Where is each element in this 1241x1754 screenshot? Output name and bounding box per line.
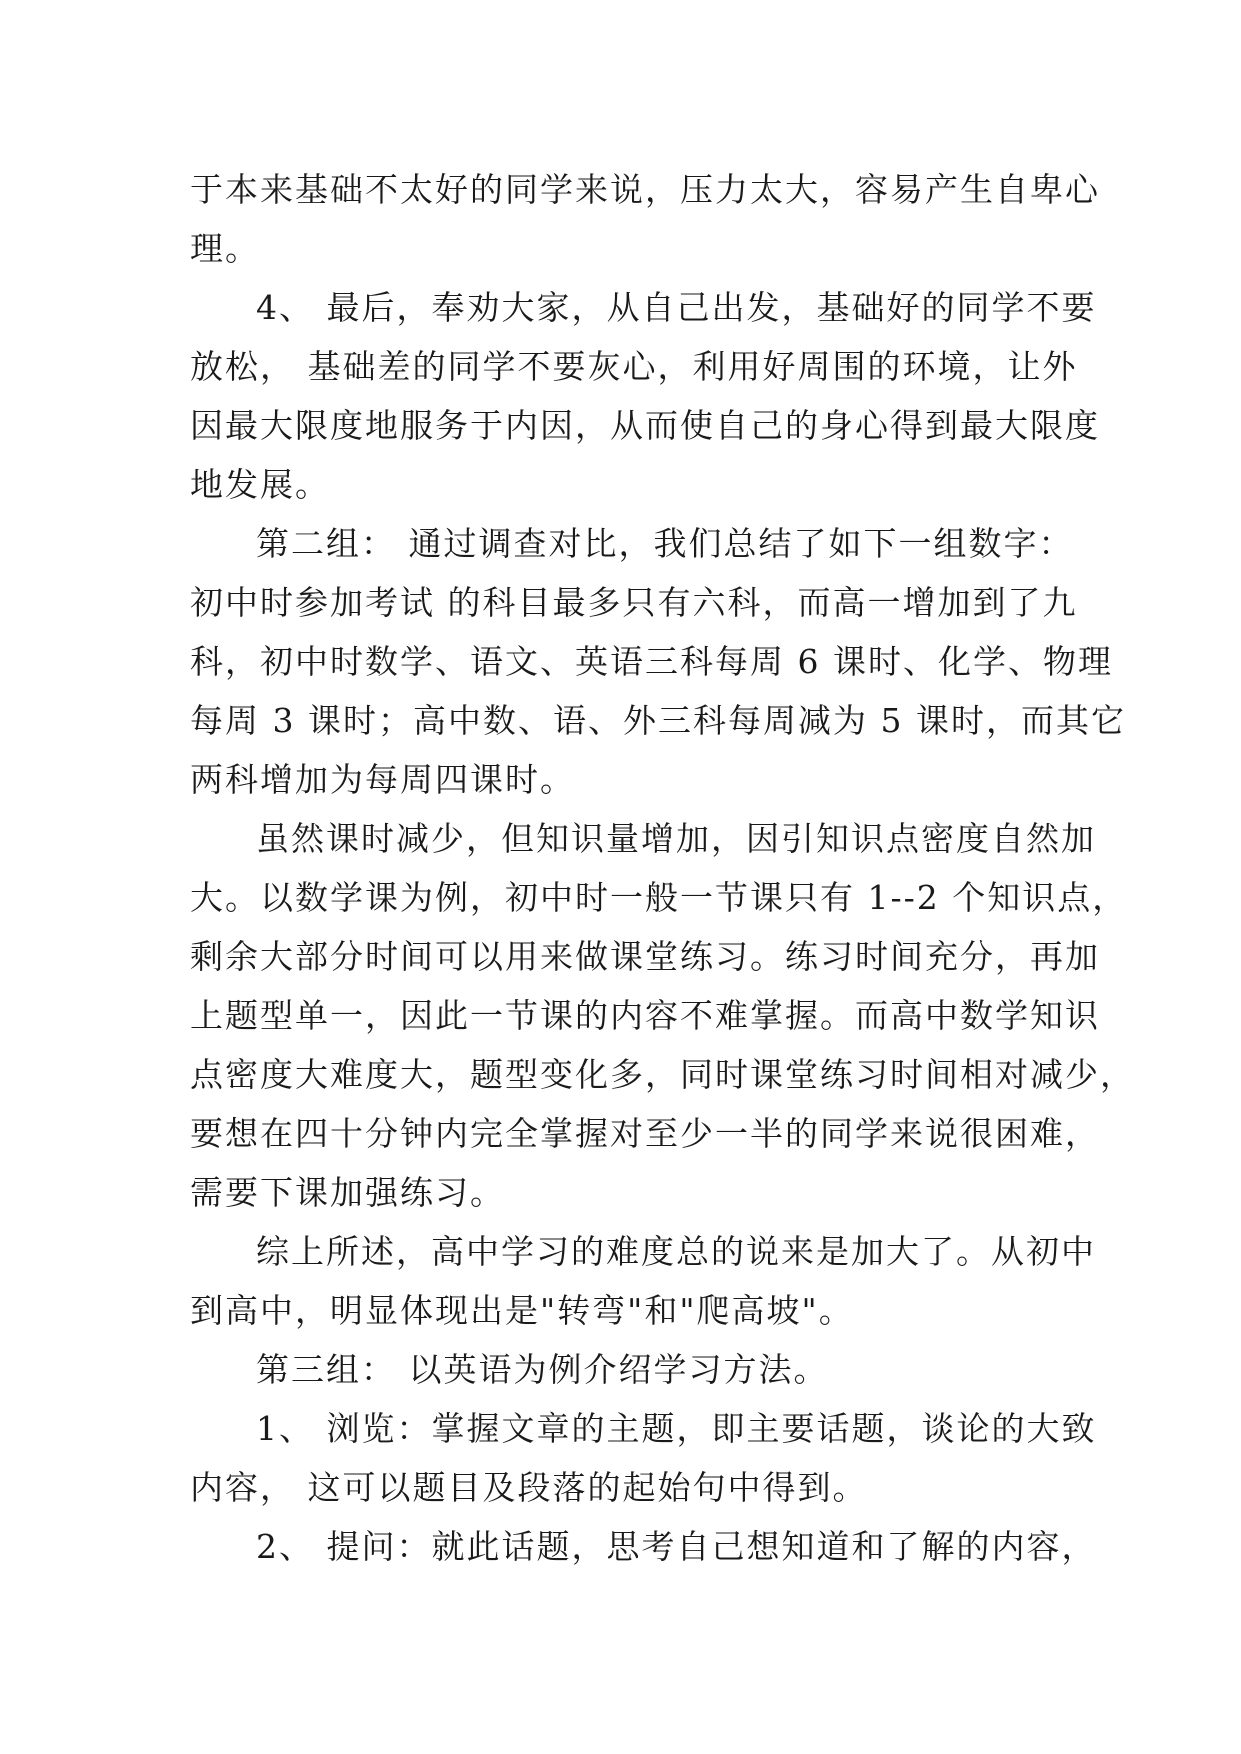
document-body xyxy=(190,160,1135,1576)
text-line: 4、 最后，奉劝大家，从自己出发，基础好的同学不要 xyxy=(256,288,1097,327)
text-line: 初中时参加考试 的科目最多只有六科，而高一增加到了九 xyxy=(190,583,1078,622)
text-line: 内容， 这可以题目及段落的起始句中得到。 xyxy=(190,1468,868,1507)
text-line: 到高中，明显体现出是"转弯"和"爬高坡"。 xyxy=(190,1291,854,1330)
paragraph xyxy=(190,278,1100,514)
text-line: 要想在四十分钟内完全掌握对至少一半的同学来说很困难， xyxy=(190,1114,1100,1153)
text-line: 大。以数学课为例，初中时一般一节课只有 1--2 个知识点， xyxy=(190,878,1128,917)
paragraph xyxy=(190,1399,1097,1517)
paragraph xyxy=(190,160,1100,278)
text-line: 第二组： 通过调查对比，我们总结了如下一组数字： xyxy=(256,524,1074,563)
text-line: 科，初中时数学、语文、英语三科每周 6 课时、化学、物理 xyxy=(190,642,1113,681)
text-line: 剩余大部分时间可以用来做课堂练习。练习时间充分，再加 xyxy=(190,937,1100,976)
paragraph xyxy=(190,514,1126,809)
paragraph xyxy=(190,1340,1045,1399)
text-line: 每周 3 课时；高中数、语、外三科每周减为 5 课时，而其它 xyxy=(190,701,1126,740)
text-line: 放松， 基础差的同学不要灰心，利用好周围的环境，让外 xyxy=(190,347,1078,386)
text-line: 上题型单一，因此一节课的内容不难掌握。而高中数学知识 xyxy=(190,996,1100,1035)
text-line: 点密度大难度大，题型变化多，同时课堂练习时间相对减少， xyxy=(190,1055,1135,1094)
paragraph xyxy=(190,1222,1096,1340)
text-line: 两科增加为每周四课时。 xyxy=(190,760,575,799)
text-line: 虽然课时减少，但知识量增加，因引知识点密度自然加 xyxy=(256,819,1096,858)
text-line: 第三组： 以英语为例介绍学习方法。 xyxy=(256,1350,829,1389)
text-line: 1、 浏览：掌握文章的主题，即主要话题，谈论的大致 xyxy=(256,1409,1097,1448)
text-line: 因最大限度地服务于内因，从而使自己的身心得到最大限度 xyxy=(190,406,1100,445)
text-line: 2、 提问：就此话题，思考自己想知道和了解的内容， xyxy=(256,1527,1097,1566)
text-line: 需要下课加强练习。 xyxy=(190,1173,505,1212)
paragraph xyxy=(190,1517,1097,1576)
text-line: 于本来基础不太好的同学来说，压力太大，容易产生自卑心 xyxy=(190,170,1100,209)
text-line: 理。 xyxy=(190,229,260,268)
paragraph xyxy=(190,809,1135,1222)
text-line: 综上所述，高中学习的难度总的说来是加大了。从初中 xyxy=(256,1232,1096,1271)
text-line: 地发展。 xyxy=(190,465,330,504)
